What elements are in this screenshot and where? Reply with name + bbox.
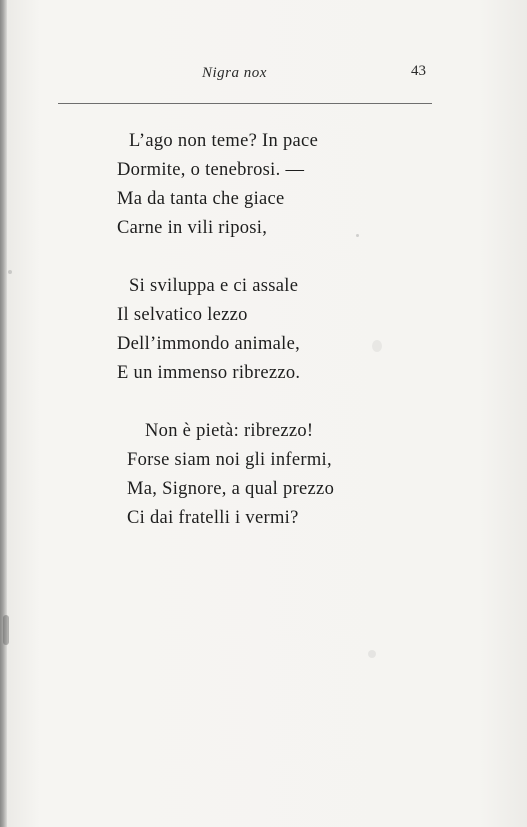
poem-line: Dormite, o tenebrosi. — [117, 160, 305, 180]
paper-stain [368, 650, 376, 658]
stanza-3 [0, 417, 527, 533]
poem-line: Forse siam noi gli infermi, [127, 450, 332, 470]
poem-line: Dell’immondo animale, [117, 334, 301, 354]
poem-line: Ci dai fratelli i vermi? [127, 508, 299, 528]
poem-line: L’ago non teme? In pace [129, 131, 319, 151]
running-title: Nigra nox [202, 65, 267, 81]
poem-line: Ma da tanta che giace [117, 189, 285, 209]
poem-line: Ma, Signore, a qual prezzo [127, 479, 335, 499]
stanza-2 [0, 272, 527, 388]
paper-stain [372, 340, 382, 352]
poem-line: Si sviluppa e ci assale [129, 276, 299, 296]
running-head [0, 63, 527, 87]
paper-speck [8, 270, 12, 274]
poem-line: Carne in vili riposi, [117, 218, 268, 238]
poem-line: Il selvatico lezzo [117, 305, 248, 325]
poem-line: Non è pietà: ribrezzo! [145, 421, 314, 441]
paper-speck [356, 234, 359, 237]
header-rule [58, 103, 432, 104]
poem-line: E un immenso ribrezzo. [117, 363, 301, 383]
page-number: 43 [411, 63, 426, 79]
stanza-1 [0, 127, 527, 243]
binding-mark [3, 615, 9, 645]
poem [0, 127, 527, 562]
